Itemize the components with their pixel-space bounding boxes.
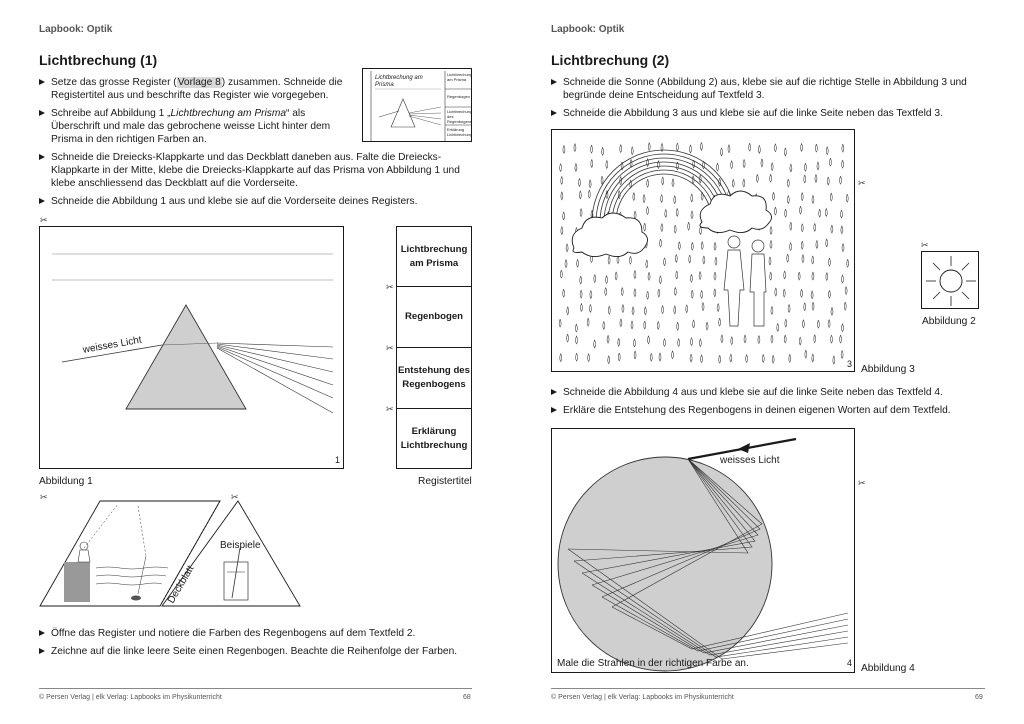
raindrop: [647, 336, 649, 344]
raindrop: [811, 291, 813, 299]
raindrop: [588, 354, 590, 362]
raindrop: [691, 211, 693, 219]
raindrop: [580, 290, 582, 298]
raindrop: [714, 272, 716, 280]
raindrop: [563, 145, 565, 153]
raindrop: [634, 211, 636, 219]
raindrop: [817, 320, 819, 328]
raindrop: [588, 190, 590, 198]
raindrop: [788, 304, 790, 312]
raindrop: [845, 287, 847, 295]
raindrop: [629, 256, 631, 264]
raindrop: [801, 193, 803, 201]
raindrop: [608, 356, 610, 364]
raindrop: [787, 254, 789, 262]
raindrop: [594, 275, 596, 283]
raindrop: [774, 207, 776, 215]
left-bullet-5: Öffne das Register und notiere die Farben des Regenbogens auf dem Textfeld 2.: [39, 627, 469, 640]
raindrop: [674, 306, 676, 314]
raindrop: [606, 160, 608, 168]
vorlage-highlight: Vorlage 8: [177, 77, 221, 88]
raindrop: [831, 307, 833, 315]
raindrop: [577, 259, 579, 267]
raindrop: [830, 193, 832, 201]
right-bullet-2: Schneide die Abbildung 3 aus und klebe sie auf die linke Seite neben das Textfeld 3.: [551, 107, 983, 120]
raindrop: [699, 339, 701, 347]
raindrop: [799, 337, 801, 345]
left-bullet-2-emphasis: Lichtbrechung am Prisma: [170, 108, 287, 119]
raindrop: [632, 307, 634, 315]
left-bullet-3: Schneide die Dreiecks-Klappkarte und das Deckblatt daneben aus. Falte die Dreiecks-Klappkarte in der Mitte, klebe die Dreiecks-Klappkarte auf das Prisma von Abbildung 1 und klebe anschliessend das Deckblatt auf die Vorderseite.: [39, 151, 469, 191]
raindrop: [790, 164, 792, 172]
raindrop: [563, 212, 565, 220]
right-page-number: 69: [975, 694, 983, 701]
raindrop: [804, 303, 806, 311]
raindrop: [578, 178, 580, 186]
raindrop: [689, 255, 691, 263]
raindrop: [659, 353, 661, 361]
raindrop: [672, 179, 674, 187]
raindrop: [784, 148, 786, 156]
raindrop: [825, 208, 827, 216]
right-bullet-3: Schneide die Abbildung 4 aus und klebe sie auf die linke Seite neben das Textfeld 4.: [551, 386, 983, 399]
raindrop: [690, 354, 692, 362]
raindrop: [812, 256, 814, 264]
raindrop: [826, 272, 828, 280]
raindrop: [693, 320, 695, 328]
raindrop: [785, 209, 787, 217]
raindrop: [790, 222, 792, 230]
raindrop: [608, 306, 610, 314]
raindrop: [844, 302, 846, 310]
raindrop: [771, 335, 773, 343]
raindrop: [746, 355, 748, 363]
raindrop: [787, 195, 789, 203]
thumbnail-tab-1: Lichtbrechung am Prisma: [447, 72, 473, 82]
raindrop: [841, 324, 843, 332]
raindrop: [674, 196, 676, 204]
thumbnail-tab-2: Regenbogen: [447, 94, 470, 99]
raindrop: [721, 148, 723, 156]
raindrop: [631, 147, 633, 155]
raindrop: [714, 289, 716, 297]
raindrop: [700, 142, 702, 150]
raindrop: [731, 161, 733, 169]
raindrop: [648, 142, 650, 150]
raindrop: [560, 164, 562, 172]
scissors-icon: ✂: [386, 282, 394, 292]
raindrop: [686, 305, 688, 313]
raindrop: [814, 335, 816, 343]
figure-1: [39, 226, 344, 469]
raindrop: [777, 323, 779, 331]
raindrop: [664, 258, 666, 266]
raindrop: [770, 174, 772, 182]
raindrop: [701, 355, 703, 363]
raindrop: [590, 290, 592, 298]
raindrop: [701, 290, 703, 298]
register-caption: Registertitel: [418, 476, 472, 487]
right-footer: © Persen Verlag | elk Verlag: Lapbooks im Physikunterricht: [551, 694, 734, 701]
raindrop: [833, 356, 835, 364]
thumbnail-tab-4: Erklärung Lichtbrechung: [447, 127, 473, 137]
raindrop: [674, 287, 676, 295]
raindrop: [783, 289, 785, 297]
raindrop: [784, 271, 786, 279]
right-footer-line: [551, 688, 985, 689]
raindrop: [602, 147, 604, 155]
raindrop: [804, 175, 806, 183]
raindrop: [815, 174, 817, 182]
raindrop: [801, 289, 803, 297]
raindrop: [678, 242, 680, 250]
raindrop: [633, 339, 635, 347]
raindrop: [719, 318, 721, 326]
raindrop: [841, 275, 843, 283]
right-bullet-4: Erkläre die Entstehung des Regenbogens in deinen eigenen Worten auf dem Textfeld.: [551, 404, 983, 417]
raindrop: [579, 191, 581, 199]
white-light-label: weisses Licht: [82, 334, 143, 356]
raindrop: [620, 319, 622, 327]
raindrop: [812, 354, 814, 362]
raindrop: [674, 225, 676, 233]
raindrop: [731, 337, 733, 345]
raindrop: [802, 320, 804, 328]
raindrop: [842, 160, 844, 168]
raindrop: [691, 242, 693, 250]
raindrop: [744, 335, 746, 343]
left-header: Lapbook: Optik: [39, 24, 113, 35]
figure-2: [921, 251, 979, 309]
left-bullet-2: [39, 107, 355, 147]
raindrop: [676, 143, 678, 151]
raindrop: [560, 270, 562, 278]
left-bullet-2-text-a: Schreibe auf Abbildung 1 „: [51, 108, 171, 119]
raindrop: [634, 270, 636, 278]
raindrop: [658, 289, 660, 297]
register-tab-4: Erklärung Lichtbrechung: [400, 426, 468, 451]
raindrop: [576, 353, 578, 361]
raindrop: [717, 163, 719, 171]
raindrop: [678, 338, 680, 346]
raindrop: [785, 319, 787, 327]
thumbnail-tab-3: Lichtbrechung des Regenbogens: [447, 109, 473, 124]
raindrop: [701, 242, 703, 250]
raindrop: [618, 353, 620, 361]
register-thumbnail: [362, 68, 472, 142]
figure-3: [551, 129, 855, 372]
raindrop: [770, 226, 772, 234]
raindrop: [699, 226, 701, 234]
raindrop: [758, 145, 760, 153]
figure-2-caption: Abbildung 2: [922, 316, 976, 327]
raindrop: [805, 350, 807, 358]
raindrop: [644, 307, 646, 315]
raindrop: [828, 290, 830, 298]
raindrop: [756, 174, 758, 182]
raindrop: [675, 254, 677, 262]
left-bullet-1-text-a: Setze das grosse Register (: [51, 77, 177, 88]
raindrop: [646, 260, 648, 268]
raindrop: [743, 179, 745, 187]
raindrop: [689, 145, 691, 153]
raindrop: [648, 272, 650, 280]
left-footer-line: [39, 688, 472, 689]
left-bullet-4: Schneide die Abbildung 1 aus und klebe sie auf die Vorderseite deines Registers.: [39, 195, 469, 208]
raindrop: [812, 272, 814, 280]
figure-4: [551, 428, 855, 673]
raindrop: [659, 276, 661, 284]
deckblatt-label: Deckblatt: [166, 563, 197, 606]
raindrop: [830, 335, 832, 343]
raindrop: [657, 160, 659, 168]
white-light-label: weisses Licht: [720, 455, 780, 466]
raindrop: [559, 319, 561, 327]
raindrop: [691, 290, 693, 298]
left-page-title: Lichtbrechung (1): [39, 52, 158, 68]
raindrop: [826, 147, 828, 155]
raindrop: [790, 242, 792, 250]
raindrop: [661, 194, 663, 202]
raindrop: [620, 144, 622, 152]
register-titles: [396, 226, 472, 469]
raindrop: [800, 206, 802, 214]
raindrop: [644, 321, 646, 329]
raindrop: [580, 303, 582, 311]
raindrop: [589, 180, 591, 188]
figure-3-number: 3: [847, 359, 853, 369]
raindrop: [643, 195, 645, 203]
rainbow-scene-drawing: [552, 130, 856, 373]
raindrop: [819, 209, 821, 217]
raindrop: [633, 192, 635, 200]
raindrop: [615, 272, 617, 280]
raindrop: [566, 244, 568, 252]
raindrop: [847, 259, 849, 267]
figure-3-caption: Abbildung 3: [861, 364, 915, 375]
raindrop: [769, 257, 771, 265]
raindrop: [814, 223, 816, 231]
raindrop: [840, 210, 842, 218]
raindrop: [631, 321, 633, 329]
raindrop: [575, 163, 577, 171]
raindrop: [561, 226, 563, 234]
raindrop: [657, 321, 659, 329]
raindrop: [576, 336, 578, 344]
raindrop: [663, 339, 665, 347]
raindrop: [827, 177, 829, 185]
raindrop: [703, 256, 705, 264]
raindrop: [816, 240, 818, 248]
left-page-number: 68: [463, 694, 471, 701]
raindrop: [829, 158, 831, 166]
left-bullet-2-text-b: “ als Überschrift und male das gebrochene weisse Licht hinter dem Prisma in den richtigen Farben an.: [51, 108, 331, 146]
raindrop-diagram: [552, 429, 856, 674]
raindrop: [831, 225, 833, 233]
left-bullet-1: [39, 76, 355, 102]
raindrop: [606, 275, 608, 283]
raindrop: [784, 335, 786, 343]
left-bullet-1-text-b: ) zusammen. Schneide die Registertitel aus und beschrifte das Register wie vorgegeben.: [51, 77, 343, 102]
figure-4-note: Male die Strahlen in der richtigen Farbe an.: [557, 658, 749, 669]
raindrop: [826, 239, 828, 247]
raindrop: [801, 143, 803, 151]
register-tab-2: Regenbogen: [397, 287, 471, 348]
raindrop: [798, 272, 800, 280]
right-page-title: Lichtbrechung (2): [551, 52, 670, 68]
raindrop: [672, 351, 674, 359]
raindrop: [634, 289, 636, 297]
raindrop: [770, 272, 772, 280]
raindrop: [842, 144, 844, 152]
raindrop: [721, 335, 723, 343]
raindrop: [815, 144, 817, 152]
raindrop: [567, 334, 569, 342]
register-tab-1: Lichtbrechung am Prisma: [397, 227, 471, 287]
raindrop: [749, 143, 751, 151]
figure-1-number: 1: [335, 455, 341, 465]
raindrop: [574, 143, 576, 151]
raindrop: [580, 208, 582, 216]
raindrop: [730, 354, 732, 362]
raindrop: [762, 354, 764, 362]
raindrop: [758, 336, 760, 344]
raindrop: [561, 176, 563, 184]
raindrop: [647, 291, 649, 299]
raindrop: [691, 194, 693, 202]
raindrop: [665, 209, 667, 217]
raindrop: [787, 179, 789, 187]
raindrop: [841, 226, 843, 234]
left-footer: © Persen Verlag | elk Verlag: Lapbooks im Physikunterricht: [39, 694, 222, 701]
raindrop: [774, 144, 776, 152]
raindrop: [688, 222, 690, 230]
raindrop: [601, 176, 603, 184]
raindrop: [840, 335, 842, 343]
raindrop: [560, 354, 562, 362]
raindrop: [772, 355, 774, 363]
raindrop: [732, 179, 734, 187]
raindrop: [644, 223, 646, 231]
raindrop: [761, 159, 763, 167]
scissors-icon: ✂: [40, 215, 48, 225]
raindrop: [661, 224, 663, 232]
raindrop: [618, 338, 620, 346]
raindrop: [662, 177, 664, 185]
raindrop: [587, 318, 589, 326]
raindrop: [770, 240, 772, 248]
raindrop: [714, 242, 716, 250]
raindrop: [650, 353, 652, 361]
raindrop: [804, 163, 806, 171]
register-tab-3: Entstehung des Regenbogens: [397, 348, 471, 409]
raindrop: [690, 338, 692, 346]
scissors-icon: ✂: [858, 178, 866, 188]
raindrop: [676, 208, 678, 216]
raindrop: [608, 256, 610, 264]
raindrop: [801, 224, 803, 232]
raindrop: [801, 241, 803, 249]
raindrop: [840, 176, 842, 184]
raindrop: [812, 302, 814, 310]
raindrop: [660, 239, 662, 247]
scissors-icon: ✂: [858, 478, 866, 488]
raindrop: [715, 257, 717, 265]
raindrop: [706, 322, 708, 330]
raindrop: [662, 306, 664, 314]
raindrop: [728, 145, 730, 153]
raindrop: [743, 159, 745, 167]
raindrop: [677, 322, 679, 330]
raindrop: [622, 304, 624, 312]
right-header: Lapbook: Optik: [551, 24, 625, 35]
raindrop: [775, 288, 777, 296]
raindrop: [773, 192, 775, 200]
raindrop: [647, 206, 649, 214]
raindrop: [699, 271, 701, 279]
raindrop: [812, 195, 814, 203]
beispiele-label: Beispiele: [220, 540, 261, 551]
raindrop: [605, 288, 607, 296]
thumbnail-title: Lichtbrechung am Prisma: [375, 75, 423, 88]
raindrop: [567, 307, 569, 315]
raindrop: [621, 288, 623, 296]
sun-icon: [922, 252, 980, 310]
figure-4-number: 4: [847, 658, 853, 668]
raindrop: [563, 289, 565, 297]
raindrop: [846, 194, 848, 202]
raindrop: [841, 350, 843, 358]
right-bullet-1: Schneide die Sonne (Abbildung 2) aus, klebe sie auf die richtige Stelle in Abbildung 3 und begründe deine Entscheidung auf Textfeld 3.: [551, 76, 983, 102]
raindrop: [634, 351, 636, 359]
raindrop: [603, 321, 605, 329]
scissors-icon: ✂: [40, 492, 48, 502]
raindrop: [771, 163, 773, 171]
scissors-icon: ✂: [231, 492, 239, 502]
raindrop: [676, 271, 678, 279]
raindrop: [607, 335, 609, 343]
raindrop: [575, 324, 577, 332]
raindrop: [589, 304, 591, 312]
figure-1-caption: Abbildung 1: [39, 476, 93, 487]
raindrop: [591, 159, 593, 167]
raindrop: [580, 276, 582, 284]
raindrop: [594, 340, 596, 348]
raindrop: [561, 192, 563, 200]
raindrop: [702, 303, 704, 311]
scissors-icon: ✂: [386, 343, 394, 353]
raindrop: [565, 260, 567, 268]
scissors-icon: ✂: [921, 240, 929, 250]
raindrop: [802, 255, 804, 263]
raindrop: [817, 162, 819, 170]
raindrop: [647, 179, 649, 187]
raindrop: [789, 354, 791, 362]
raindrop: [828, 258, 830, 266]
raindrop: [717, 303, 719, 311]
raindrop: [719, 355, 721, 363]
figure-4-caption: Abbildung 4: [861, 663, 915, 674]
raindrop: [842, 244, 844, 252]
scissors-icon: ✂: [386, 404, 394, 414]
raindrop: [771, 306, 773, 314]
raindrop: [828, 319, 830, 327]
raindrop: [591, 145, 593, 153]
raindrop: [690, 274, 692, 282]
left-bullet-6: Zeichne auf die linke leere Seite einen Regenbogen. Beachte die Reihenfolge der Farben.: [39, 645, 479, 658]
